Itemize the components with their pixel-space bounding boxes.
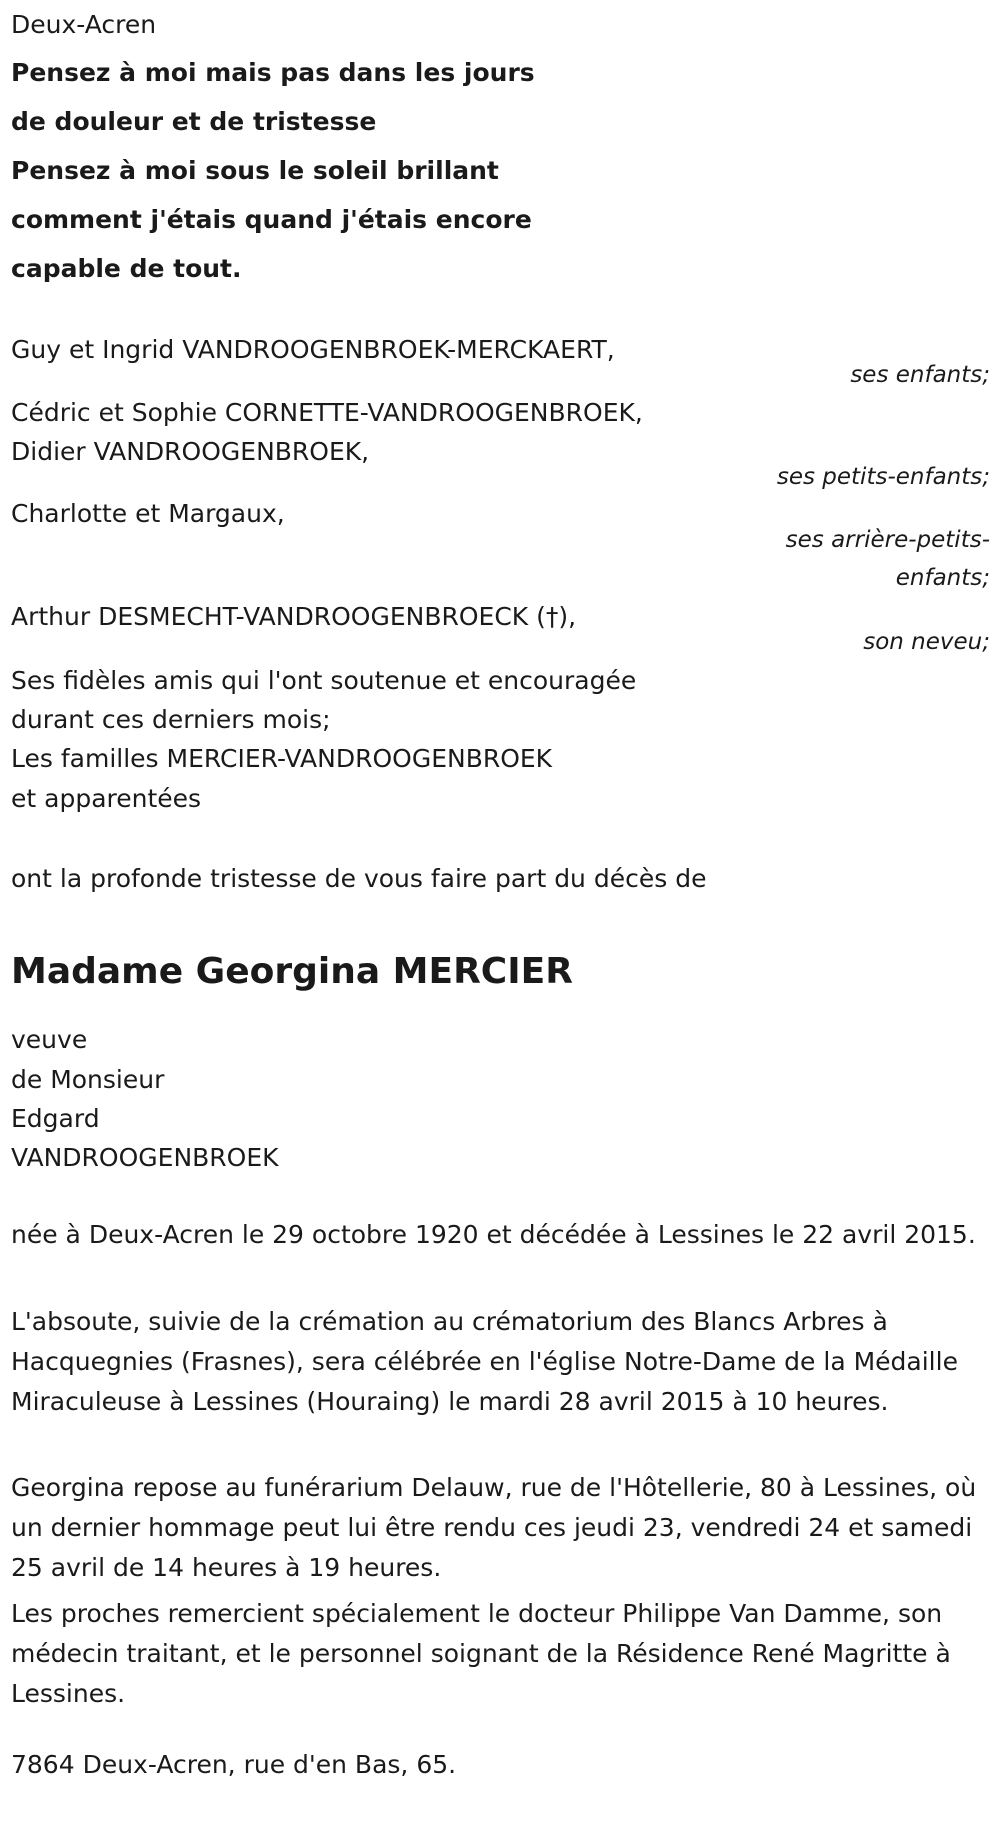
nephew-relation: son neveu;: [863, 629, 990, 655]
children-relation: ses enfants;: [850, 362, 990, 388]
poem-line-3: Pensez à moi sous le soleil brillant: [11, 156, 499, 185]
nephew-name: Arthur DESMECHT-VANDROOGENBROECK (†),: [11, 602, 577, 631]
poem-line-1: Pensez à moi mais pas dans les jours: [11, 58, 535, 87]
grandchildren-line-2: Didier VANDROOGENBROEK,: [11, 437, 370, 466]
widow-line-3: Edgard: [11, 1104, 100, 1133]
great-grandchildren-relation-2: enfants;: [895, 565, 990, 591]
widow-line-4: VANDROOGENBROEK: [11, 1143, 279, 1172]
great-grandchildren-name: Charlotte et Margaux,: [11, 499, 285, 528]
location-header: Deux-Acren: [11, 10, 157, 39]
deceased-name: Madame Georgina MERCIER: [11, 951, 573, 992]
ceremony-paragraph: L'absoute, suivie de la crémation au crématorium des Blancs Arbres à Hacquegnies (Frasnes), sera célébrée en l'église Notre-Dame de la Médaille Miraculeuse à Lessines (Houraing) le mardi 28 avril 2015 à 10 heures.: [11, 1307, 958, 1416]
great-grandchildren-relation-1: ses arrière-petits-: [785, 527, 990, 553]
widow-line-1: veuve: [11, 1025, 88, 1054]
families-line-2: et apparentées: [11, 784, 202, 813]
families-line-1: Les familles MERCIER-VANDROOGENBROEK: [11, 744, 553, 773]
grandchildren-line-1: Cédric et Sophie CORNETTE-VANDROOGENBROEK,: [11, 398, 643, 427]
widow-line-2: de Monsieur: [11, 1065, 165, 1094]
friends-line-2: durant ces derniers mois;: [11, 705, 331, 734]
birth-death-paragraph: née à Deux-Acren le 29 octobre 1920 et décédée à Lessines le 22 avril 2015.: [11, 1220, 976, 1249]
poem-line-2: de douleur et de tristesse: [11, 107, 377, 136]
address: 7864 Deux-Acren, rue d'en Bas, 65.: [11, 1750, 457, 1779]
children-name: Guy et Ingrid VANDROOGENBROEK-MERCKAERT,: [11, 335, 615, 364]
poem-line-4: comment j'étais quand j'étais encore: [11, 205, 532, 234]
announcement: ont la profonde tristesse de vous faire part du décès de: [11, 864, 707, 893]
thanks-paragraph: Les proches remercient spécialement le docteur Philippe Van Damme, son médecin traitant, et le personnel soignant de la Résidence René Magritte à Lessines.: [11, 1599, 951, 1708]
friends-line-1: Ses fidèles amis qui l'ont soutenue et encouragée: [11, 666, 637, 695]
viewing-paragraph: Georgina repose au funérarium Delauw, rue de l'Hôtellerie, 80 à Lessines, où un dernier hommage peut lui être rendu ces jeudi 23, vendredi 24 et samedi 25 avril de 14 heures à 19 heures.: [11, 1473, 977, 1582]
grandchildren-relation: ses petits-enfants;: [776, 464, 990, 490]
poem-line-5: capable de tout.: [11, 254, 242, 283]
